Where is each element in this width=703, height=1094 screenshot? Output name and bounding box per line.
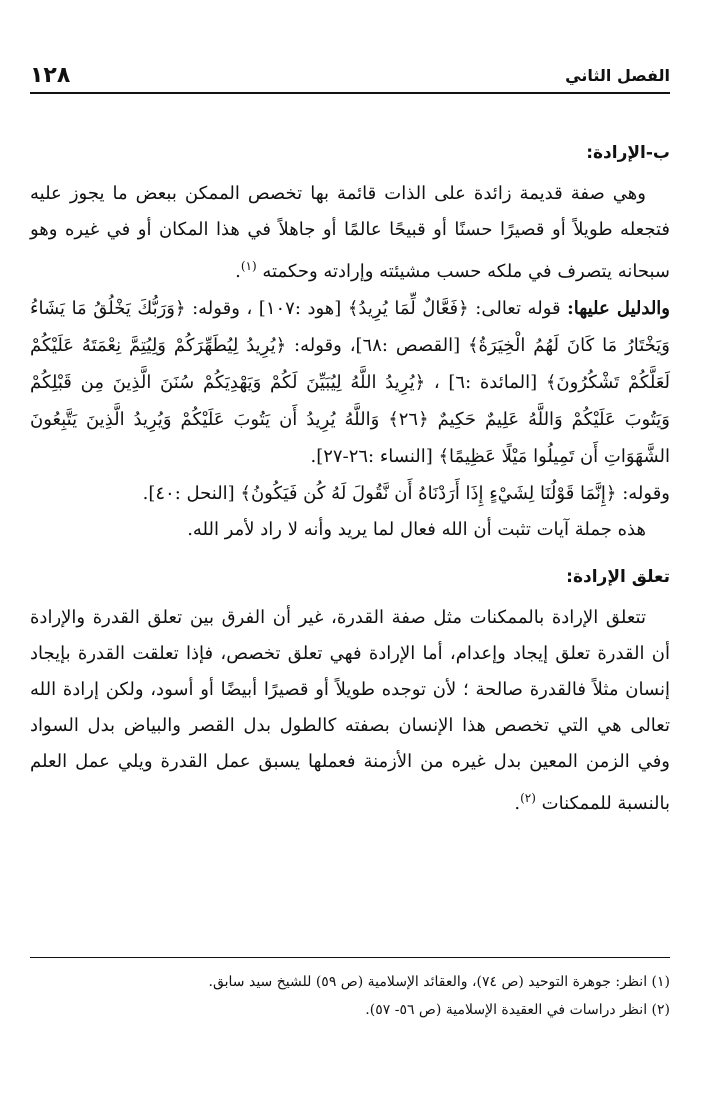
footnote-1: (١) انظر: جوهرة التوحيد (ص ٧٤)، والعقائد الإسلامية (ص ٥٩) للشيخ سيد سابق.	[208, 974, 670, 990]
section-heading-taalluq: تعلق الإرادة:	[566, 567, 670, 587]
taalluq-paragraph: تتعلق الإرادة بالممكنات مثل صفة القدرة، غير أن الفرق بين تعلق القدرة والإرادة أن القدرة تعلق إيجاد وإعدام، أما الإرادة فهي تعلق تخصص، فإذا تعلقت القدرة بإيجاد إنسان مثلاً فالقدرة صالحة ؛ لأن توجده طويلاً أو قصيرًا أبيضًا أو أسود، ولكن إرادة الله تعالى هي التي تخصص هذا الإنسان بصفته كالطول بدل القصر والبياض بدل السواد وفي الزمن المعين بدل غيره من الأزمنة فعملها يسبق عمل القدرة ويلي عمل العلم بالنسبة للممكنات $^{(٢)}$.	[30, 607, 670, 814]
chapter-title: الفصل الثاني	[565, 65, 670, 85]
page-number: ١٢٨	[30, 62, 71, 88]
footnote-separator	[30, 957, 670, 958]
irada-conclusion: هذه جملة آيات تثبت أن الله فعال لما يريد وأنه لا راد لأمر الله.	[187, 519, 646, 540]
evidence-paragraph	[30, 290, 670, 475]
footnote-ref-1: (١)	[240, 259, 257, 273]
irada-definition: وهي صفة قديمة زائدة على الذات قائمة بها تخصص الممكن ببعض ما يجوز عليه فتجعله طويلاً أو قصيرًا حسنًا أو قبيحًا عالمًا أو جاهلاً في هذا المكان أو في غيره وهو سبحانه يتصرف في ملكه حسب مشيئته وإرادته وحكمته $^{(١)}$.	[30, 183, 670, 282]
evidence-lead: والدليل عليها:	[567, 298, 670, 319]
footnotes	[30, 968, 670, 1024]
taalluq-text: تتعلق الإرادة بالممكنات مثل صفة القدرة، غير أن الفرق بين تعلق القدرة والإرادة أن القدرة تعلق إيجاد وإعدام، أما الإرادة فهي تعلق تخصص، فإذا تعلقت القدرة بإيجاد إنسان مثلاً فالقدرة صالحة ؛ لأن توجده طويلاً أو قصيرًا أبيضًا أو أسود، ولكن إرادة الله تعالى هي التي تخصص هذا الإنسان بصفته كالطول بدل القصر والبياض بدل السواد وفي الزمن المعين بدل غيره من الأزمنة فعملها يسبق عمل القدرة ويلي عمل العلم بالنسبة للممكنات	[30, 607, 670, 814]
main-content	[30, 138, 670, 822]
footnote-ref-2: (٢)	[520, 791, 536, 805]
irada-definition-text: وهي صفة قديمة زائدة على الذات قائمة بها تخصص الممكن ببعض ما يجوز عليه فتجعله طويلاً أو قصيرًا حسنًا أو قبيحًا عالمًا أو جاهلاً في هذا المكان أو في غيره وهو سبحانه يتصرف في ملكه حسب مشيئته وإرادته وحكمته	[30, 183, 670, 282]
section-gap	[30, 548, 670, 562]
page-header	[30, 58, 670, 94]
footnote-2: (٢) انظر دراسات في العقيدة الإسلامية (ص ٥٦- ٥٧).	[365, 1002, 670, 1018]
section-heading-irada: ب-الإرادة:	[586, 143, 670, 163]
evidence-paragraph-2: وقوله: ﴿إِنَّمَا قَوْلُنَا لِشَيْءٍ إِذَا أَرَدْنَاهُ أَن نَّقُولَ لَهُ كُن فَيَكُونُ﴾ [النحل :٤٠].	[142, 483, 670, 504]
evidence-text: قوله تعالى: ﴿فَعَّالٌ لِّمَا يُرِيدُ﴾ [هود :١٠٧] ، وقوله: ﴿وَرَبُّكَ يَخْلُقُ مَا يَشَاءُ وَيَخْتَارُ مَا كَانَ لَهُمُ الْخِيَرَةُ﴾ [القصص :٦٨]، وقوله: ﴿يُرِيدُ لِيُطَهِّرَكُمْ وَلِيُتِمَّ نِعْمَتَهُ عَلَيْكُمْ لَعَلَّكُمْ تَشْكُرُونَ﴾ [المائدة :٦] ، ﴿يُرِيدُ اللَّهُ لِيُبَيِّنَ لَكُمْ وَيَهْدِيَكُمْ سُنَنَ الَّذِينَ مِن قَبْلِكُمْ وَيَتُوبَ عَلَيْكُمْ وَاللَّهُ عَلِيمٌ حَكِيمٌ ﴿٢٦﴾ وَاللَّهُ يُرِيدُ أَن يَتُوبَ عَلَيْكُمْ وَيُرِيدُ الَّذِينَ يَتَّبِعُونَ الشَّهَوَاتِ أَن تَمِيلُوا مَيْلًا عَظِيمًا﴾ [النساء :٢٦-٢٧].	[30, 298, 670, 467]
